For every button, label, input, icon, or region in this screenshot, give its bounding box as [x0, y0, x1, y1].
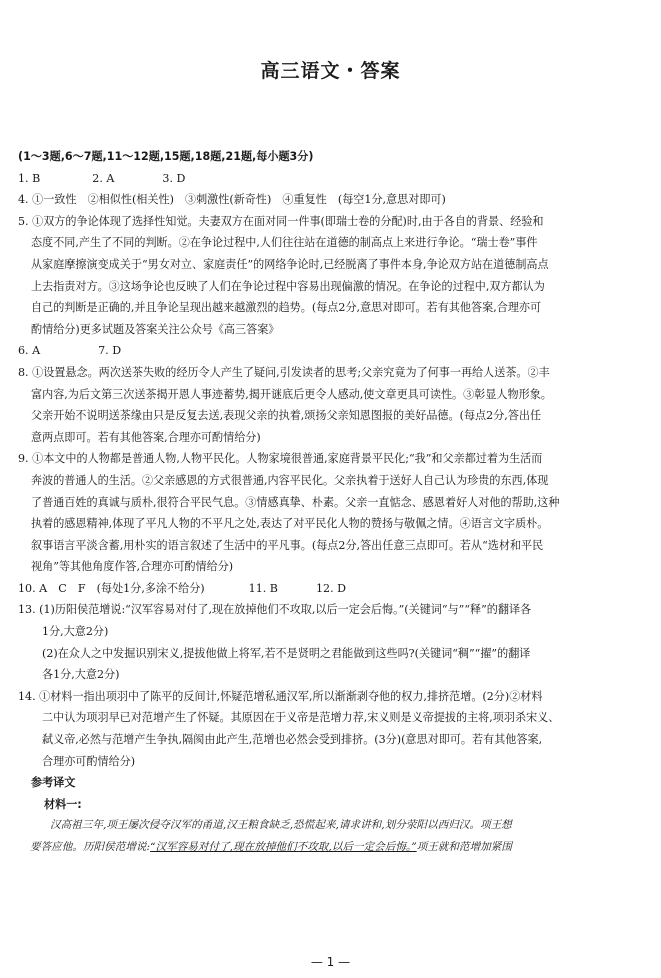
- answer-7: 7. D: [98, 344, 122, 358]
- answer-8-line: 父亲开始不说明送茶缘由只是反复去送,表现父亲的执着,颂扬父亲知恩图报的美好品德。(每点2分,答出任: [31, 409, 542, 423]
- material-1-line: [18, 837, 648, 859]
- page-title: 高三语文・答案: [260, 60, 401, 82]
- answer-3: 3. D: [162, 171, 186, 185]
- answer-9-line: 视角”等其他角度作答,合理亦可酌情给分): [31, 560, 234, 574]
- answer-13-line: 1分,大意2分): [42, 625, 109, 639]
- page-number: — 1 —: [310, 955, 351, 969]
- answer-9-line: 9. ①本文中的人物都是普通人物,人物平民化。人物家境很普通,家庭背景平民化;“我”和父亲都过着为生活而: [18, 452, 543, 466]
- material-1-tail: 项王就和范增加紧围: [416, 841, 512, 853]
- answer-11: 11. B: [248, 581, 278, 595]
- answer-10: 10. A C F (每处1分,多涂不给分): [18, 581, 205, 595]
- answer-5-line: 上去指责对方。③这场争论也反映了人们在争论过程中容易出现偏激的情况。在争论的过程中,双方都认为: [31, 279, 545, 293]
- answer-6: 6. A: [18, 344, 41, 358]
- answer-14-line: 二中认为项羽早已对范增产生了怀疑。其原因在于义帝是范增力荐,宋义则是义帝提拔的主将,项羽杀宋义、: [42, 711, 560, 725]
- answer-4: 4. ①一致性 ②相似性(相关性) ③刺激性(新奇性) ④重复性 (每空1分,意思对即可): [18, 193, 446, 207]
- answer-12: 12. D: [315, 581, 347, 595]
- answer-2: 2. A: [92, 171, 115, 185]
- answer-9-line: 执着的感恩精神,体现了平凡人物的不平凡之处,表达了对平民化人物的赞扬与敬佩之情。④语言文字质朴。: [31, 517, 549, 531]
- answer-14-line: 14. ①材料一指出项羽中了陈平的反间计,怀疑范增私通汉军,所以渐渐剥夺他的权力,排挤范增。(2分)②材料: [18, 689, 543, 703]
- answer-13-line: 13. (1)历阳侯范增说:“汉军容易对付了,现在放掉他们不攻取,以后一定会后悔。”(关键词“与”“释”的翻译各: [18, 603, 532, 617]
- answer-13-line: (2)在众人之中发掘识别宋义,提拔他做上将军,若不是贤明之君能做到这些吗?(关键词“稠”“擢”的翻译: [42, 646, 531, 660]
- answer-body: [18, 146, 648, 859]
- material-1-heading: 材料一:: [44, 797, 82, 811]
- answer-14-line: 合理亦可酌情给分): [42, 754, 136, 768]
- answer-5-line: 态度不同,产生了不同的判断。②在争论过程中,人们往往站在道德的制高点上来进行争论。“瑞士卷”事件: [31, 236, 538, 250]
- material-1-quote: “汉军容易对付了,现在放掉他们不攻取,以后一定会后悔。”: [150, 841, 417, 853]
- answer-5-line: 5. ①双方的争论体现了选择性知觉。夫妻双方在面对同一件事(即瑞士卷的分配)时,由于各自的背景、经验和: [18, 214, 544, 228]
- answer-row-6-7: [18, 340, 648, 362]
- answer-8-line: 富内容,为后文第三次送茶揭开恩人事迹蓄势,揭开谜底后更令人感动,使文章更具可读性。③彰显人物形象。: [31, 387, 552, 401]
- answer-9-line: 叙事语言平淡含蓄,用朴实的语言叙述了生活中的平凡事。(每点2分,答出任意三点即可。若从“选材和平民: [31, 538, 544, 552]
- answer-row-10-12: [18, 578, 648, 600]
- answer-8-line: 意两点即可。若有其他答案,合理亦可酌情给分): [31, 430, 261, 444]
- answer-1: 1. B: [18, 171, 41, 185]
- answer-5-line: 自己的判断是正确的,并且争论呈现出越来越激烈的趋势。(每点2分,意思对即可。若有其他答案,合理亦可: [31, 301, 542, 315]
- answer-8-line: 8. ①设置悬念。两次送茶失败的经历令人产生了疑问,引发读者的思考;父亲究竟为了何事一再给人送茶。②丰: [18, 365, 550, 379]
- answer-5-line: 酌情给分)更多试题及答案关注公众号《高三答案》: [31, 322, 280, 336]
- answer-9-line: 了普通百姓的真诚与质朴,很符合平民气息。③情感真挚、朴素。父亲一直惦念、感恩着好人对他的帮助,这种: [31, 495, 560, 509]
- answer-row-1-3: [18, 168, 648, 190]
- reference-translation-heading: 参考译文: [31, 776, 76, 790]
- answer-5-line: 从家庭摩擦演变成关于“男女对立、家庭责任”的网络争论时,已经脱离了事件本身,争论双方站在道德制高点: [31, 257, 549, 271]
- material-1-text: 要答应他。历阳侯范增说:: [30, 841, 151, 853]
- answer-9-line: 奔波的普通人的生活。②父亲感恩的方式很普通,内容平民化。父亲执着于送好人自己认为珍贵的东西,体现: [31, 473, 549, 487]
- answer-14-line: 弑义帝,必然与范增产生争执,隔阂由此产生,范增也必然会受到排挤。(3分)(意思对即可。若有其他答案,: [42, 733, 543, 747]
- scoring-note: (1～3题,6～7题,11～12题,15题,18题,21题,每小题3分): [18, 150, 314, 163]
- answer-13-line: 各1分,大意2分): [42, 668, 120, 682]
- material-1-line: 汉高祖三年,项王屡次侵夺汉军的甬道,汉王粮食缺乏,恐慌起来,请求讲和,划分荥阳以西归汉。项王想: [50, 819, 512, 832]
